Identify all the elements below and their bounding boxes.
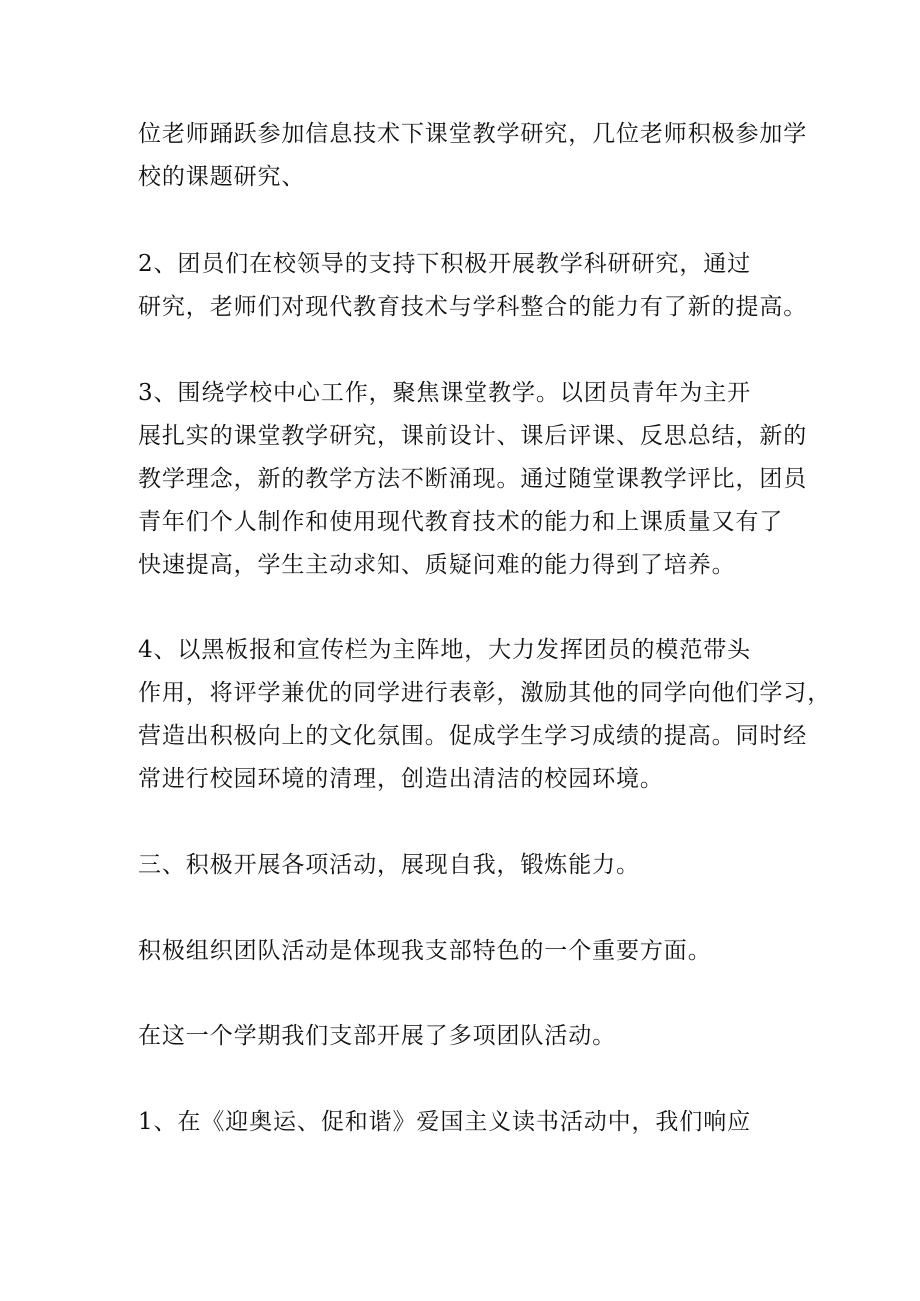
text-line: 快速提高，学生主动求知、质疑问难的能力得到了培养。 — [138, 552, 736, 578]
text-line: 常进行校园环境的清理，创造出清洁的校园环境。 — [138, 766, 664, 792]
text-line: 校的课题研究、 — [138, 164, 306, 190]
text-line: 教学理念，新的教学方法不断涌现。通过随堂课教学评比，团员 — [138, 466, 808, 492]
text-line: 4、以黑板报和宣传栏为主阵地，大力发挥团员的模范带头 — [138, 637, 752, 663]
text-line: 积极组织团队活动是体现我支部特色的一个重要方面。 — [138, 938, 712, 964]
text-line: 研究，老师们对现代教育技术与学科整合的能力有了新的提高。 — [138, 294, 808, 320]
text-line: 青年们个人制作和使用现代教育技术的能力和上课质量又有了 — [138, 509, 784, 535]
text-line: 1、在《迎奥运、促和谐》爱国主义读书活动中，我们响应 — [138, 1109, 752, 1135]
text-line: 2、团员们在校领导的支持下积极开展教学科研研究，通过 — [138, 251, 752, 277]
text-line: 在这一个学期我们支部开展了多项团队活动。 — [138, 1023, 616, 1049]
text-line: 位老师踊跃参加信息技术下课堂教学研究，几位老师积极参加学 — [138, 121, 808, 147]
section-heading: 三、积极开展各项活动，展现自我，锻炼能力。 — [138, 852, 640, 878]
text-line: 3、围绕学校中心工作，聚焦课堂教学。以团员青年为主开 — [138, 380, 752, 406]
text-line: 营造出积极向上的文化氛围。促成学生学习成绩的提高。同时经 — [138, 723, 808, 749]
text-line: 作用，将评学兼优的同学进行表彰，激励其他的同学向他们学习， — [138, 680, 832, 706]
text-line: 展扎实的课堂教学研究，课前设计、课后评课、反思总结，新的 — [138, 423, 808, 449]
